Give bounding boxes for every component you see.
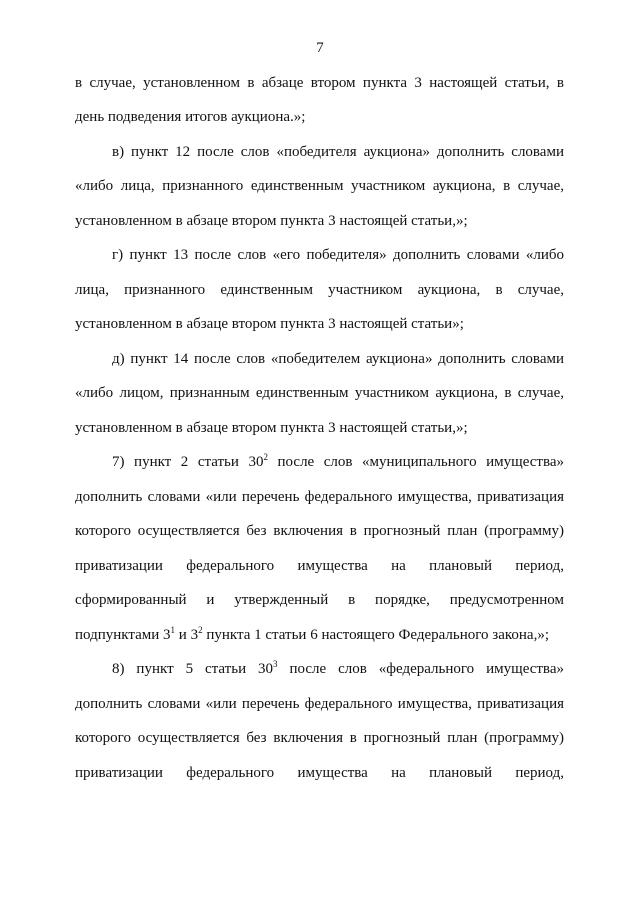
superscript: 1 — [170, 625, 176, 635]
text-line: дополнить словами «или перечень федерального имущества, приватизация — [75, 696, 564, 712]
paragraph-start-line: д) пункт 14 после слов «победителем аукциона» дополнить словами — [112, 351, 564, 367]
text-segment: и 3 — [175, 627, 199, 643]
text-line: сформированный и утвержденный в порядке, предусмотренном — [75, 592, 564, 608]
text-line — [75, 625, 564, 645]
text-line: приватизации федерального имущества на плановый период, — [75, 558, 564, 574]
text-line: которого осуществляется без включения в прогнозный план (программу) — [75, 523, 564, 539]
text-line: «либо лицом, признанным единственным участником аукциона, в случае, — [75, 385, 564, 401]
text-line: установленном в абзаце втором пункта 3 настоящей статьи,»; — [75, 213, 468, 229]
text-segment: 8) пункт 5 статьи 30 — [112, 661, 274, 677]
text-line: день подведения итогов аукциона.»; — [75, 109, 306, 125]
paragraph-start-line: г) пункт 13 после слов «его победителя» дополнить словами «либо — [112, 247, 564, 263]
text-line: приватизации федерального имущества на плановый период, — [75, 765, 564, 781]
paragraph-start-line — [112, 659, 564, 679]
text-segment: после слов «муниципального имущества» — [267, 454, 564, 470]
superscript: 2 — [198, 625, 203, 635]
text-line: которого осуществляется без включения в прогнозный план (программу) — [75, 730, 564, 746]
text-line: в случае, установленном в абзаце втором пункта 3 настоящей статьи, в — [75, 75, 564, 91]
text-line: установленном в абзаце втором пункта 3 настоящей статьи,»; — [75, 420, 468, 436]
text-line: «либо лица, признанного единственным участником аукциона, в случае, — [75, 178, 564, 194]
text-line: лица, признанного единственным участником аукциона, в случае, — [75, 282, 564, 298]
paragraph-start-line — [112, 452, 564, 472]
text-segment: пункта 1 статьи 6 настоящего Федерального закона,»; — [202, 627, 549, 643]
text-segment: 7) пункт 2 статьи 30 — [112, 454, 264, 470]
page-number: 7 — [316, 40, 324, 56]
superscript: 2 — [263, 452, 268, 462]
paragraph-start-line: в) пункт 12 после слов «победителя аукциона» дополнить словами — [112, 144, 564, 160]
text-line: дополнить словами «или перечень федерального имущества, приватизация — [75, 489, 564, 505]
text-segment: подпунктами 3 — [75, 627, 171, 643]
text-line: установленном в абзаце втором пункта 3 настоящей статьи»; — [75, 316, 464, 332]
text-segment: после слов «федерального имущества» — [277, 661, 564, 677]
superscript: 3 — [273, 659, 278, 669]
